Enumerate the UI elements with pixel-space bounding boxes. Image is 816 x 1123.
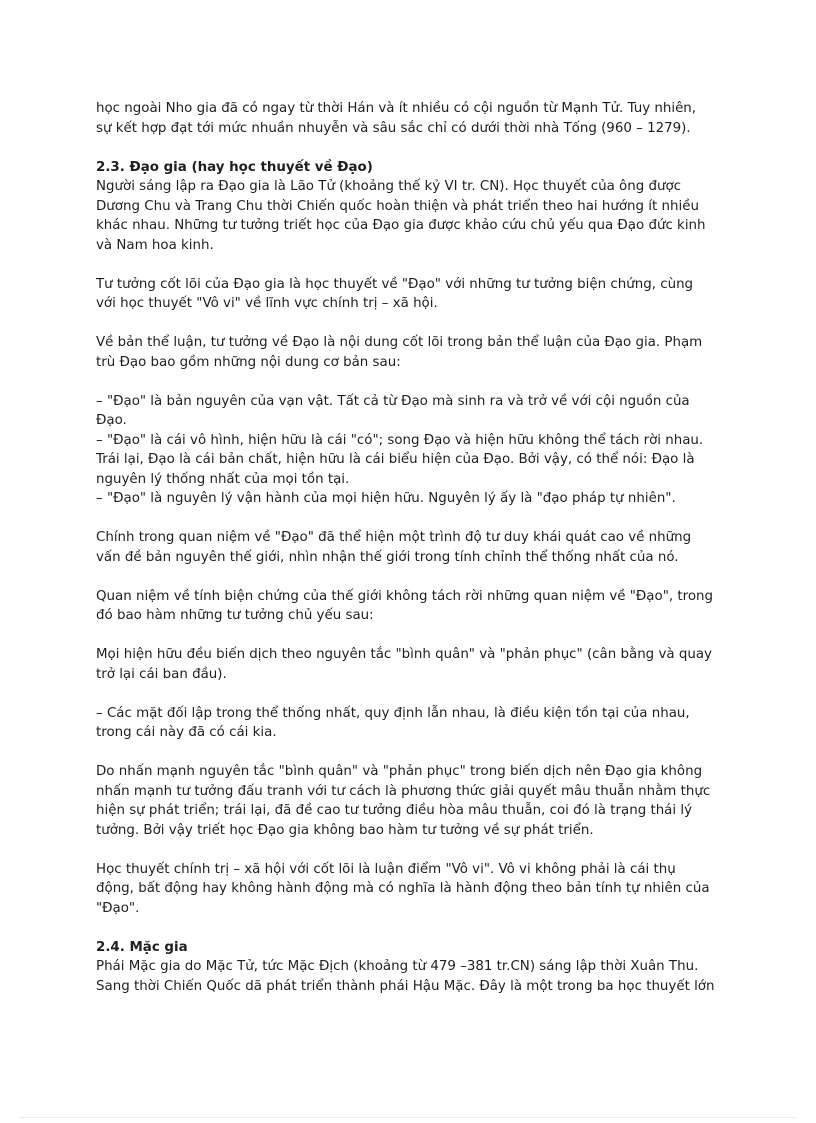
text-line: nhấn mạnh tư tưởng đấu tranh với tư cách là phương thức giải quyết mâu thuẫn nhằm thực	[96, 783, 711, 799]
text-line: Phái Mặc gia do Mặc Tử, tức Mặc Địch (khoảng từ 479 –381 tr.CN) sáng lập thời Xuân Thu.	[96, 959, 699, 974]
text-line: trở lại cái ban đầu).	[96, 666, 227, 682]
text-line: – "Đạo" là bản nguyên của vạn vật. Tất cả từ Đạo mà sinh ra và trở về với cội nguồn của	[96, 393, 690, 409]
text-line: Sang thời Chiến Quốc dã phát triển thành phái Hậu Mặc. Đây là một trong ba học thuyết lớn	[96, 978, 715, 994]
paragraph-dao-list	[96, 392, 720, 509]
paragraph-core-idea	[96, 275, 720, 314]
paragraph-dialectics	[96, 587, 720, 626]
text-line: và Nam hoa kinh.	[96, 237, 214, 253]
text-line: học ngoài Nho gia đã có ngay từ thời Hán và ít nhiều có cội nguồn từ Mạnh Tử. Tuy nhiên,	[96, 101, 697, 116]
text-line: trong cái này đã có cái kia.	[96, 725, 277, 740]
text-line: vấn đề bản nguyên thế giới, nhìn nhận thế giới trong tính chỉnh thể thống nhất của nó.	[96, 549, 679, 565]
text-line: Mọi hiện hữu đều biến dịch theo nguyên tắc "bình quân" và "phản phục" (cân bằng và quay	[96, 647, 712, 662]
text-line: Về bản thể luận, tư tưởng về Đạo là nội dung cốt lõi trong bản thể luận của Đạo gia. Phạm	[96, 335, 703, 350]
text-line: – "Đạo" là cái vô hình, hiện hữu là cái "có"; song Đạo và hiện hữu không thể tách rời nhau.	[96, 432, 704, 448]
text-line: đó bao hàm những tư tưởng chủ yếu sau:	[96, 608, 374, 623]
text-line: Quan niệm về tính biện chứng của thế giới không tách rời những quan niệm về "Đạo", trong	[96, 588, 714, 604]
text-line: "Đạo".	[96, 900, 140, 916]
text-line: Dương Chu và Trang Chu thời Chiến quốc hoàn thiện và phát triển theo hai hướng ít nhiều	[96, 198, 699, 214]
paragraph-dao-gia-intro	[96, 177, 720, 255]
page-footer-rule	[20, 1117, 796, 1118]
text-line: – "Đạo" là nguyên lý vận hành của mọi hiện hữu. Nguyên lý ấy là "đạo pháp tự nhiên".	[96, 491, 676, 506]
text-line: trù Đạo bao gồm những nội dung cơ bản sau:	[96, 354, 401, 370]
text-line: động, bất động hay không hành động mà có nghĩa là hành động theo bản tính tự nhiên của	[96, 881, 710, 896]
text-line: sự kết hợp đạt tới mức nhuần nhuyễn và sâu sắc chỉ có dưới thời nhà Tống (960 – 1279).	[96, 120, 691, 136]
text-line: Tư tưởng cốt lõi của Đạo gia là học thuyết về "Đạo" với những tư tưởng biện chứng, cùng	[96, 276, 694, 292]
text-line: Chính trong quan niệm về "Đạo" đã thể hiện một trình độ tư duy khái quát cao về những	[96, 530, 692, 545]
paragraph-harmony	[96, 762, 720, 840]
text-line: Trái lại, Đạo là cái bản chất, hiện hữu là cái biểu hiện của Đạo. Bởi vậy, có thể nói: Đạo là	[96, 452, 695, 467]
paragraph-thinking-level	[96, 528, 720, 567]
text-line: nguyên lý thống nhất của mọi tồn tại.	[96, 471, 350, 487]
document-body	[96, 99, 720, 996]
paragraph-vo-vi	[96, 860, 720, 919]
section-heading-2-4: 2.4. Mặc gia	[96, 939, 188, 955]
paragraph-ontology	[96, 333, 720, 372]
section-heading-2-3: 2.3. Đạo gia (hay học thuyết về Đạo)	[96, 159, 373, 175]
text-line: khác nhau. Những tư tưởng triết học của Đạo gia được khảo cứu chủ yếu qua Đạo đức kinh	[96, 218, 706, 233]
text-line: tưởng. Bởi vậy triết học Đạo gia không bao hàm tư tưởng về sự phát triển.	[96, 822, 594, 838]
text-line: Học thuyết chính trị – xã hội với cốt lõi là luận điểm "Vô vi". Vô vi không phải là cái thụ	[96, 861, 676, 877]
paragraph-mac-gia-intro	[96, 957, 720, 996]
paragraph-change	[96, 645, 720, 684]
text-line: Do nhấn mạnh nguyên tắc "bình quân" và "phản phục" trong biến dịch nên Đạo gia không	[96, 764, 703, 779]
paragraph-1	[96, 99, 720, 138]
text-line: Đạo.	[96, 413, 127, 428]
paragraph-opposites	[96, 704, 720, 743]
text-line: – Các mặt đối lập trong thể thống nhất, quy định lẫn nhau, là điều kiện tồn tại của nhau,	[96, 705, 690, 721]
text-line: hiện sự phát triển; trái lại, đã đề cao tư tưởng điều hòa mâu thuẫn, coi đó là trạng thái lý	[96, 803, 693, 818]
text-line: với học thuyết "Vô vi" về lĩnh vực chính trị – xã hội.	[96, 296, 438, 311]
text-line: Người sáng lập ra Đạo gia là Lão Tử (khoảng thế kỷ VI tr. CN). Học thuyết của ông được	[96, 179, 682, 194]
